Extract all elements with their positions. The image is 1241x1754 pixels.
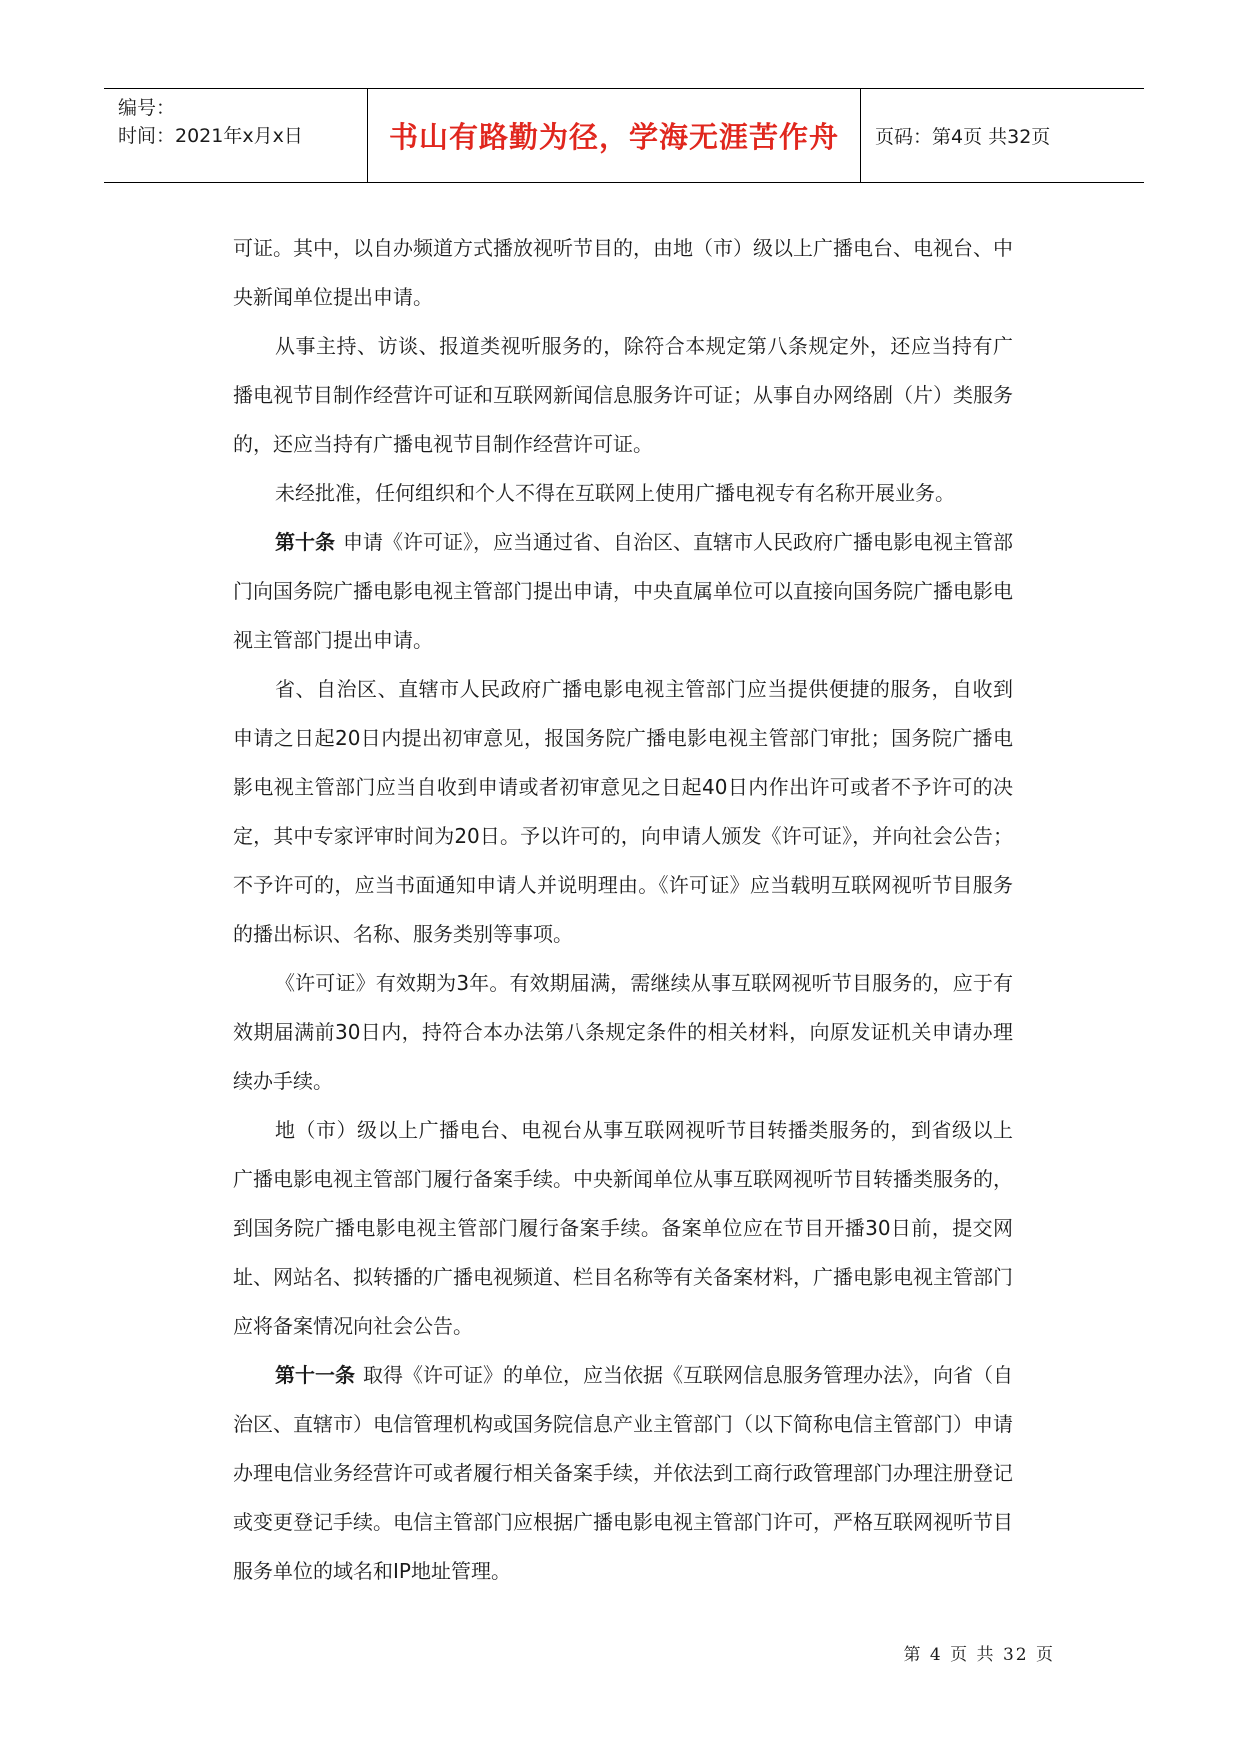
document-body (233, 224, 1013, 1596)
paragraph-text: 申请《许可证》，应当通过省、自治区、直辖市人民政府广播电影电视主管部门向国务院广播电影电视主管部门提出申请，中央直属单位可以直接向国务院广播电影电视主管部门提出申请。 (233, 530, 1013, 652)
paragraph: 省、自治区、直辖市人民政府广播电影电视主管部门应当提供便捷的服务，自收到申请之日起20日内提出初审意见，报国务院广播电影电视主管部门审批；国务院广播电影电视主管部门应当自收到申请或者初审意见之日起40日内作出许可或者不予许可的决定，其中专家评审时间为20日。予以许可的，向申请人颁发《许可证》，并向社会公告；不予许可的，应当书面通知申请人并说明理由。《许可证》应当载明互联网视听节目服务的播出标识、名称、服务类别等事项。 (233, 677, 1013, 946)
paragraph: 未经批准，任何组织和个人不得在互联网上使用广播电视专有名称开展业务。 (275, 481, 955, 505)
document-time-label: 时间：2021年x月x日 (118, 125, 303, 147)
page-header (104, 88, 1144, 183)
article-10-paragraph (233, 518, 1013, 665)
paragraph: 地（市）级以上广播电台、电视台从事互联网视听节目转播类服务的，到省级以上广播电影电视主管部门履行备案手续。中央新闻单位从事互联网视听节目转播类服务的，到国务院广播电影电视主管部门履行备案手续。备案单位应在节目开播30日前，提交网址、网站名、拟转播的广播电视频道、栏目名称等有关备案材料，广播电影电视主管部门应将备案情况向社会公告。 (233, 1118, 1013, 1338)
article-heading: 第十一条 (275, 1363, 355, 1387)
header-page-label: 页码：第4页 共32页 (875, 126, 1051, 148)
page-footer: 第 4 页 共 32 页 (903, 1645, 1055, 1665)
paragraph-text: 取得《许可证》的单位，应当依据《互联网信息服务管理办法》，向省（自治区、直辖市）电信管理机构或国务院信息产业主管部门（以下简称电信主管部门）申请办理电信业务经营许可或者履行相关备案手续，并依法到工商行政管理部门办理注册登记或变更登记手续。电信主管部门应根据广播电影电视主管部门许可，严格互联网视听节目服务单位的域名和IP地址管理。 (233, 1363, 1013, 1583)
paragraph: 《许可证》有效期为3年。有效期届满，需继续从事互联网视听节目服务的，应于有效期届满前30日内，持符合本办法第八条规定条件的相关材料，向原发证机关申请办理续办手续。 (233, 971, 1013, 1093)
paragraph: 从事主持、访谈、报道类视听服务的，除符合本规定第八条规定外，还应当持有广播电视节目制作经营许可证和互联网新闻信息服务许可证；从事自办网络剧（片）类服务的，还应当持有广播电视节目制作经营许可证。 (233, 334, 1013, 456)
header-motto: 书山有路勤为径，学海无涯苦作舟 (368, 89, 861, 182)
paragraph: 可证。其中，以自办频道方式播放视听节目的，由地（市）级以上广播电台、电视台、中央新闻单位提出申请。 (233, 236, 1013, 309)
header-meta (104, 89, 368, 182)
article-11-paragraph (233, 1351, 1013, 1596)
document-number-label: 编号： (118, 97, 176, 119)
article-heading: 第十条 (275, 530, 335, 554)
